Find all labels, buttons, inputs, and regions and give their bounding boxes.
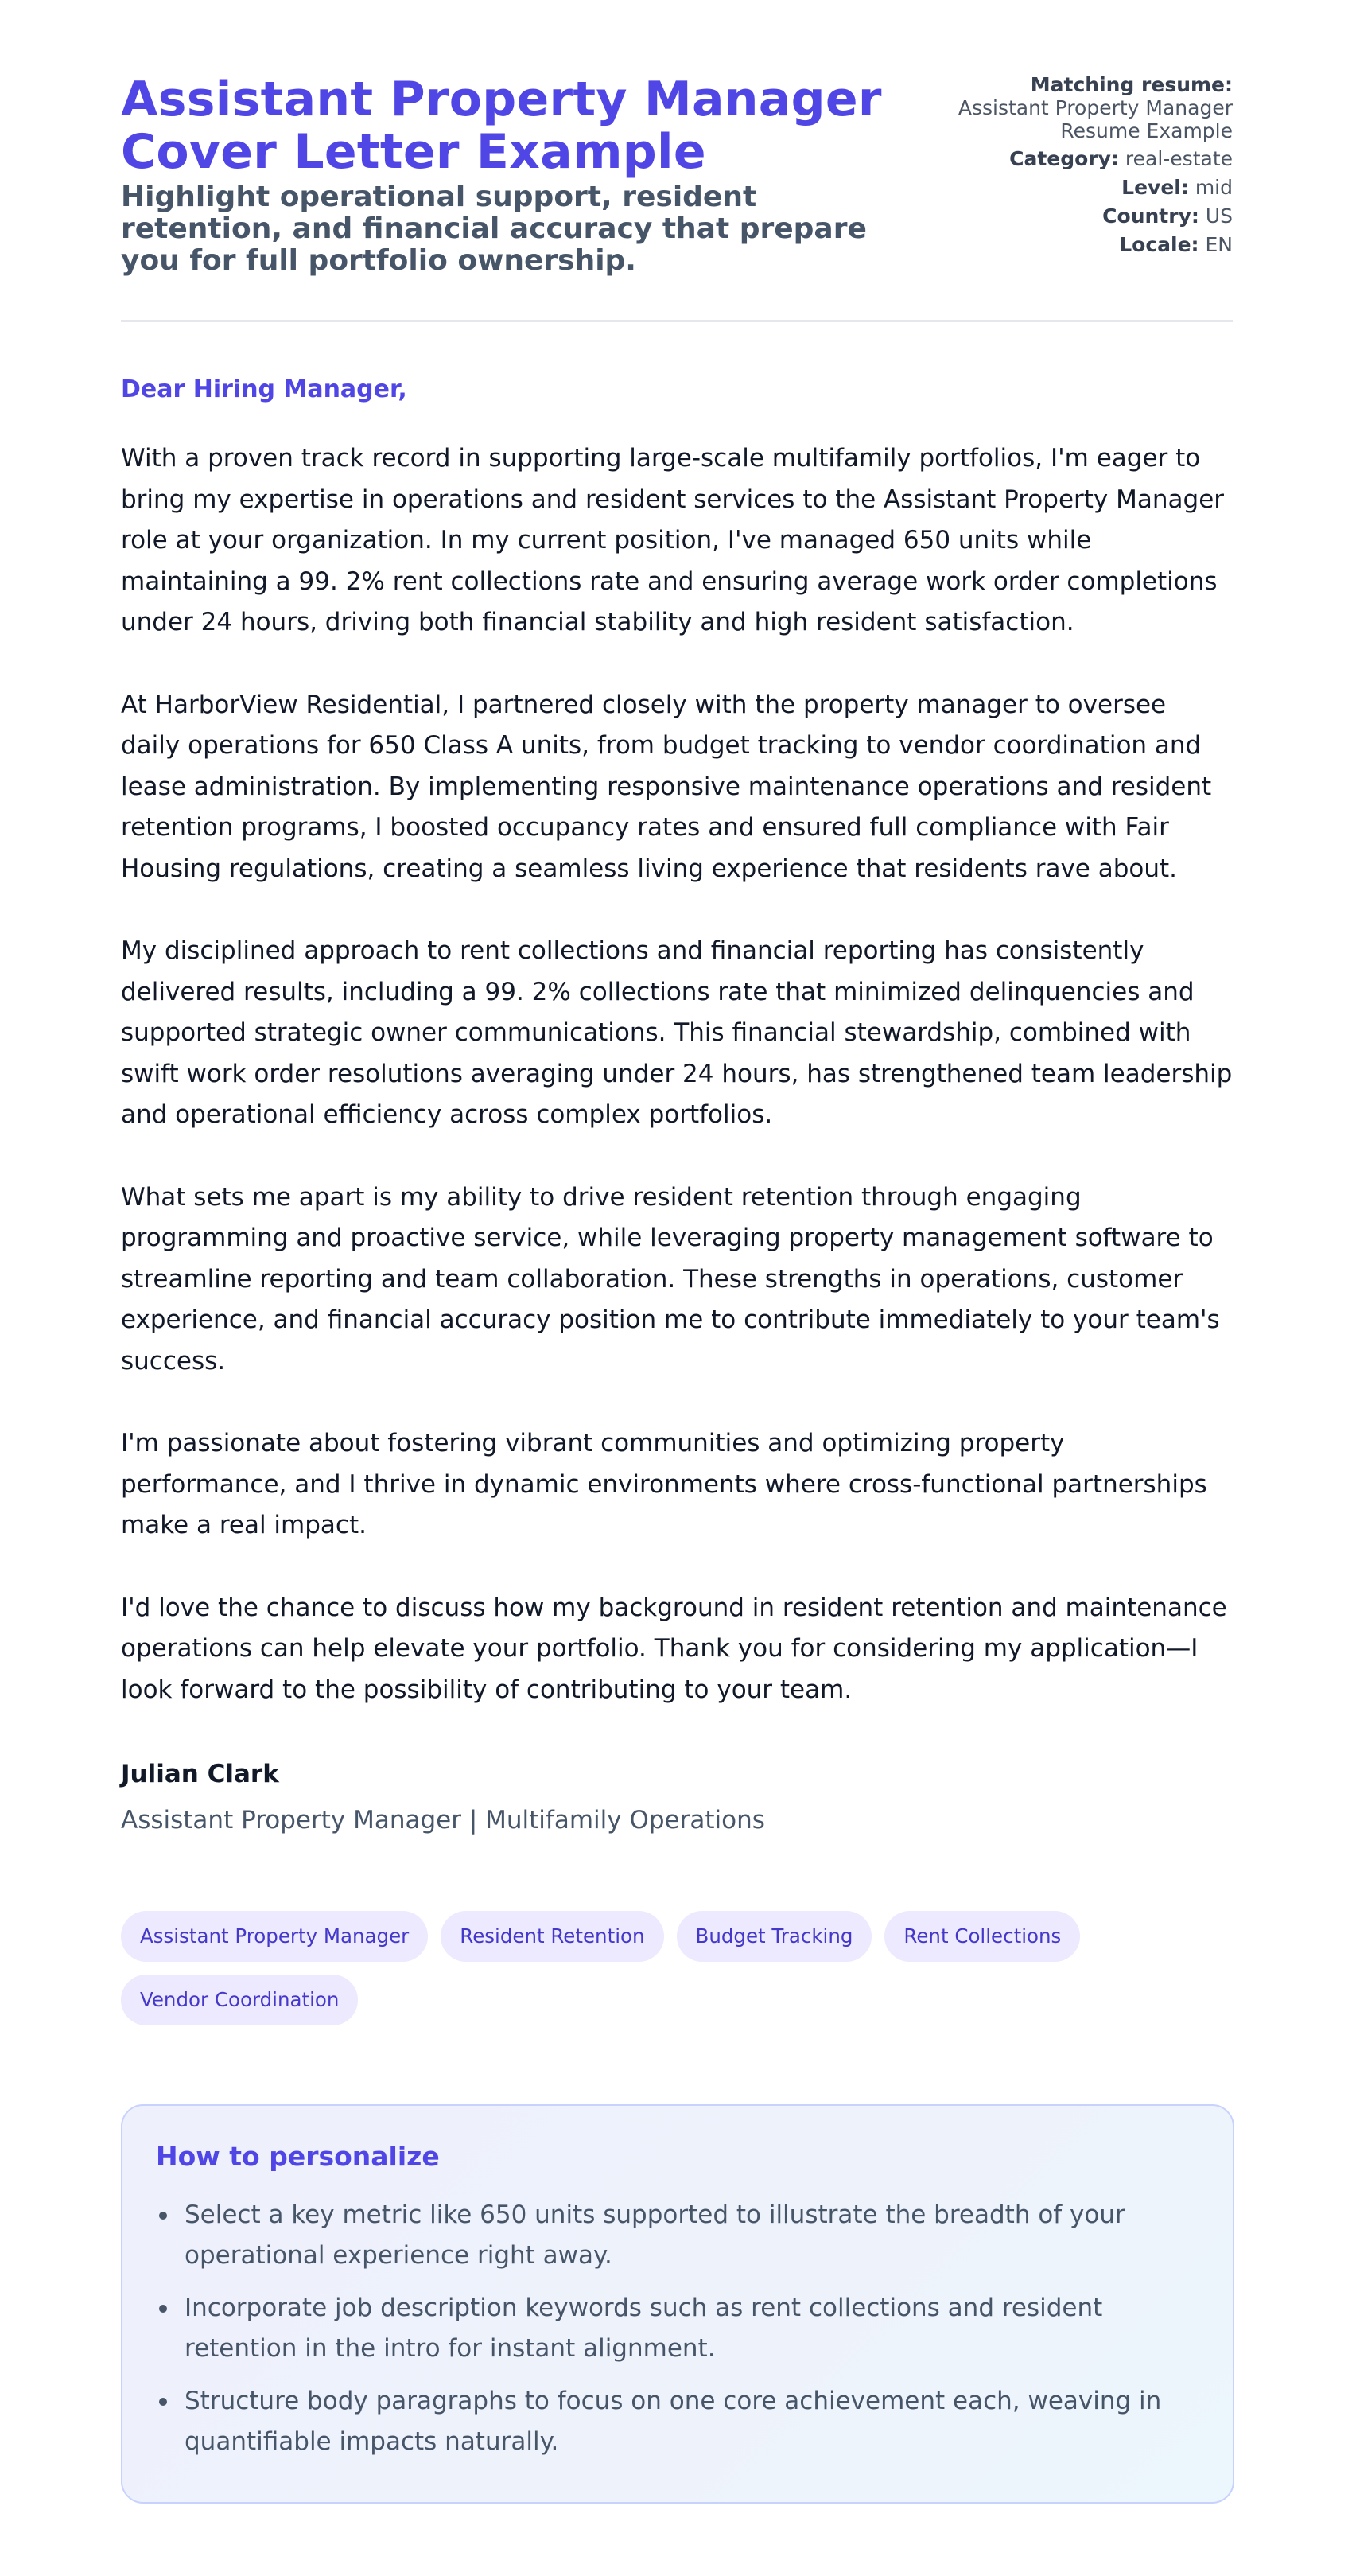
- page-subtitle: Highlight operational support, resident retention, and financial accuracy that prepare you for full portfolio ownership.: [121, 181, 867, 277]
- personalize-tips-box: [121, 2104, 1234, 2504]
- letter-body: [121, 438, 1233, 1752]
- keyword-tag[interactable]: Budget Tracking: [677, 1911, 872, 1962]
- keyword-tag[interactable]: Rent Collections: [884, 1911, 1080, 1962]
- meta-category: [899, 147, 1233, 170]
- keyword-tags: [121, 1911, 1233, 2025]
- keyword-tag[interactable]: Assistant Property Manager: [121, 1911, 428, 1962]
- meta-matching-resume-value: Assistant Property Manager Resume Example: [958, 96, 1233, 142]
- meta-locale-label: Locale:: [1119, 233, 1199, 256]
- resume-meta: [899, 73, 1233, 262]
- bullet-icon: [159, 2212, 167, 2220]
- meta-level-value: mid: [1195, 176, 1233, 199]
- meta-level: [899, 176, 1233, 199]
- bullet-icon: [159, 2398, 167, 2406]
- tip-text: Structure body paragraphs to focus on one core achievement each, weaving in quantifiable impacts naturally.: [185, 2387, 1162, 2456]
- tips-list: [156, 2195, 1198, 2474]
- bullet-icon: [159, 2305, 167, 2313]
- tip-item: [156, 2381, 1198, 2462]
- meta-locale-value: EN: [1205, 233, 1233, 256]
- page-title: Assistant Property Manager Cover Letter Example: [121, 72, 882, 180]
- meta-level-label: Level:: [1121, 176, 1189, 199]
- page-header: [121, 73, 1233, 321]
- meta-country-value: US: [1205, 204, 1233, 228]
- meta-country-label: Country:: [1102, 204, 1199, 228]
- keyword-tag[interactable]: Resident Retention: [441, 1911, 663, 1962]
- tip-item: [156, 2195, 1198, 2276]
- meta-matching-resume-label: Matching resume:: [1030, 73, 1233, 96]
- header-divider: [121, 320, 1233, 322]
- meta-country: [899, 204, 1233, 228]
- meta-category-value: real-estate: [1125, 147, 1233, 170]
- meta-locale: [899, 233, 1233, 256]
- tip-text: Select a key metric like 650 units supported to illustrate the breadth of your operational experience right away.: [185, 2200, 1125, 2270]
- letter-paragraph: I'm passionate about fostering vibrant communities and optimizing property performance, and I thrive in dynamic environments where cross-functional partnerships make a real impact.: [121, 1429, 1207, 1539]
- letter-paragraph: My disciplined approach to rent collections and financial reporting has consistently delivered results, including a 99. 2% collections rate that minimized delinquencies and supported strategic owner communications. This financial stewardship, combined with swift work order resolutions averaging under 24 hours, has strengthened team leadership and operational efficiency across complex portfolios.: [121, 936, 1233, 1129]
- signature-role: Assistant Property Manager | Multifamily Operations: [121, 1806, 765, 1835]
- title-block: [121, 73, 884, 277]
- letter-paragraph: With a proven track record in supporting large-scale multifamily portfolios, I'm eager to bring my expertise in operations and resident services to the Assistant Property Manager role at your organization. In my current position, I've managed 650 units while maintaining a 99. 2% rent collections rate and ensuring average work order completions under 24 hours, driving both financial stability and high resident satisfaction.: [121, 444, 1225, 636]
- keyword-tag[interactable]: Vendor Coordination: [121, 1975, 358, 2025]
- salutation: Dear Hiring Manager,: [121, 376, 407, 403]
- tip-item: [156, 2288, 1198, 2369]
- tips-title: How to personalize: [156, 2141, 440, 2172]
- signature-name: Julian Clark: [121, 1760, 279, 1788]
- letter-paragraph: What sets me apart is my ability to drive resident retention through engaging programming and proactive service, while leveraging property management software to streamline reporting and team collaboration. These strengths in operations, customer experience, and financial accuracy position me to contribute immediately to your team's success.: [121, 1182, 1220, 1376]
- meta-matching-resume: [899, 73, 1233, 142]
- tip-text: Incorporate job description keywords such as rent collections and resident retention in the intro for instant alignment.: [185, 2294, 1103, 2363]
- letter-paragraph: I'd love the chance to discuss how my background in resident retention and maintenance operations can help elevate your portfolio. Thank you for considering my application—I look forward to the possibility of contributing to your team.: [121, 1593, 1227, 1704]
- meta-category-label: Category:: [1009, 147, 1119, 170]
- letter-paragraph: At HarborView Residential, I partnered closely with the property manager to oversee daily operations for 650 Class A units, from budget tracking to vendor coordination and lease administration. By implementing responsive maintenance operations and resident retention programs, I boosted occupancy rates and ensured full compliance with Fair Housing regulations, creating a seamless living experience that residents rave about.: [121, 690, 1212, 883]
